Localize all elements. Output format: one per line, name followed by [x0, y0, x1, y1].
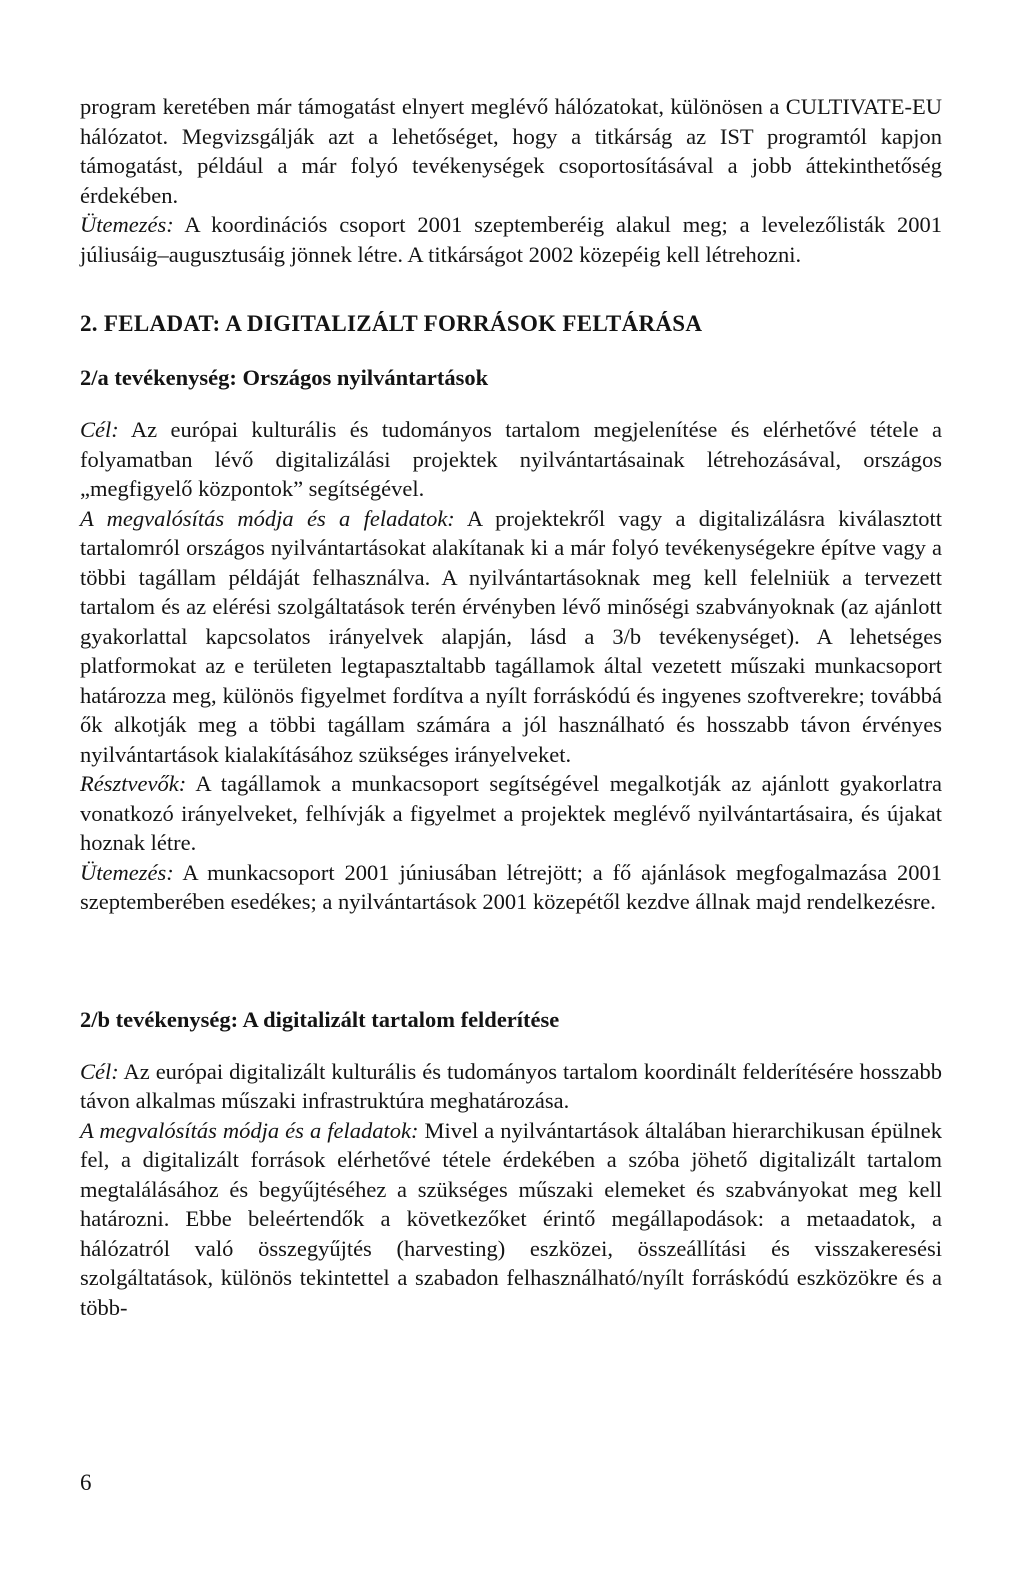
schedule-text: A koordinációs csoport 2001 szeptemberéig alakul meg; a levelezőlisták 2001 júliusáig–augusztusáig jönnek létre. A titkárságot 2002 közepéig kell létrehozni.: [80, 212, 942, 267]
participants-label: Résztvevők:: [80, 771, 187, 796]
activity-2a-schedule: [80, 858, 942, 917]
activity-2a-method: [80, 504, 942, 770]
goal-text: Az európai kulturális és tudományos tartalom megjelenítése és elérhetővé tétele a folyamatban lévő digitalizálási projektek nyilvántartásainak létrehozásával, országos „megfigyelő központok” segítségével.: [80, 417, 942, 501]
intro-schedule: [80, 210, 942, 269]
goal-label: Cél:: [80, 1058, 119, 1084]
activity-2a-goal: [80, 415, 942, 504]
goal-text: Az európai digitalizált kulturális és tudományos tartalom koordinált felderítésére hosszabb távon alkalmas műszaki infrastruktúra meghatározása.: [80, 1058, 942, 1113]
page-number: 6: [80, 1470, 92, 1495]
intro-paragraph: program keretében már támogatást elnyert meglévő hálózatokat, különösen a CULTIVATE-EU hálózatot. Megvizsgálják azt a lehetőséget, hogy a titkárság az IST programtól kapjon támogatást, például a már folyó tevékenységek csoportosításával a jobb áttekinthetőség érdekében.: [80, 94, 942, 208]
section-title: 2. FELADAT: A DIGITALIZÁLT FORRÁSOK FELTÁRÁSA: [80, 311, 703, 336]
goal-label: Cél:: [80, 417, 119, 442]
schedule-label: Ütemezés:: [80, 212, 174, 237]
schedule-label: Ütemezés:: [80, 859, 174, 885]
activity-2a-participants: [80, 769, 942, 858]
activity-2b-goal: [80, 1057, 942, 1116]
method-text: A projektekről vagy a digitalizálásra kiválasztott tartalomról országos nyilvántartásokat alakítanak ki a már folyó tevékenységekre építve vagy a többi tagállam példáját felhasználva. A nyilvántartásoknak meg kell felelniük a tervezett tartalom és az elérési szolgáltatások terén érvényben lévő minőségi szabványoknak (az ajánlott gyakorlattal kapcsolatos irányelvek alapján, lásd a 3/b tevékenységet). A lehetséges platformokat az e területen legtapasztaltabb tagállamok által vezetett műszaki munkacsoport határozza meg, különös figyelmet fordítva a nyílt forráskódú és ingyenes szoftverekre; továbbá ők alkotják meg a többi tagállam számára a jól használható és hosszabb távon érvényes nyilvántartások kialakításához szükséges irányelveket.: [80, 505, 942, 767]
participants-text: A tagállamok a munkacsoport segítségével megalkotják az ajánlott gyakorlatra vonatkozó irányelveket, felhívják a figyelmet a projektek meglévő nyilvántartásaira, és újakat hoznak létre.: [80, 771, 942, 855]
method-label: A megvalósítás módja és a feladatok:: [80, 1117, 419, 1143]
activity-2b-title: 2/b tevékenység: A digitalizált tartalom felderítése: [80, 1006, 560, 1032]
activity-2a-title: 2/a tevékenység: Országos nyilvántartások: [80, 365, 489, 390]
schedule-text: A munkacsoport 2001 júniusában létrejött; a fő ajánlások megfogalmazása 2001 szeptemberében esedékes; a nyilvántartások 2001 közepétől kezdve állnak majd rendelkezésre.: [80, 859, 942, 914]
method-text: Mivel a nyilvántartások általában hierarchikusan épülnek fel, a digitalizált források elérhetővé tétele érdekében a szóba jöhető digitalizált tartalom megtalálásához és begyűjtéséhez a szükséges műszaki elemeket és szabványokat meg kell határozni. Ebbe beleértendők a következőket érintő megállapodások: a metaadatok, a hálózatról való összegyűjtés (harvesting) eszközei, összeállítási és visszakeresési szolgáltatások, különös tekintettel a szabadon felhasználható/nyílt forráskódú eszközökre és a több-: [80, 1117, 942, 1320]
document-page: [80, 92, 942, 1322]
method-label: A megvalósítás módja és a feladatok:: [80, 505, 455, 531]
activity-2b-method: [80, 1116, 942, 1323]
